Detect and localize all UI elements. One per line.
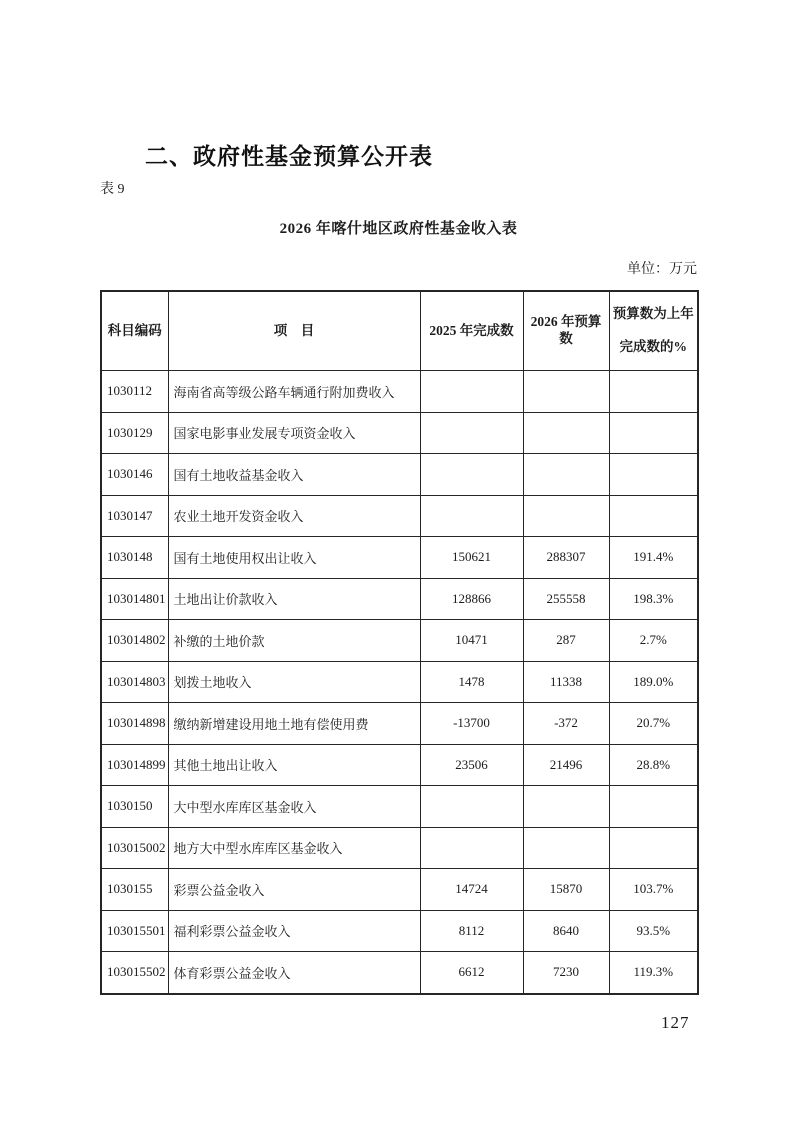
subject-code-cell: 103014898	[101, 703, 168, 745]
ratio-cell	[609, 412, 698, 454]
budget-2026-cell	[523, 412, 609, 454]
table-row	[101, 952, 698, 994]
budget-2026-cell: -372	[523, 703, 609, 745]
item-cell: 国有土地收益基金收入	[168, 454, 420, 496]
table-header-row	[101, 291, 698, 371]
table-row	[101, 537, 698, 579]
budget-2026-cell	[523, 371, 609, 413]
item-cell: 农业土地开发资金收入	[168, 495, 420, 537]
col-header-label: 科目编码	[107, 322, 162, 338]
budget-2026-cell	[523, 827, 609, 869]
ratio-cell	[609, 827, 698, 869]
ratio-cell: 191.4%	[609, 537, 698, 579]
unit-note: 单位：万元	[627, 262, 697, 277]
table-body	[101, 371, 698, 994]
col-header-label: 项 目	[273, 322, 315, 338]
ratio-cell: 2.7%	[609, 620, 698, 662]
table-number-label: 表 9	[100, 182, 125, 197]
budget-2026-cell: 287	[523, 620, 609, 662]
ratio-cell: 189.0%	[609, 661, 698, 703]
table-row	[101, 620, 698, 662]
budget-revenue-table	[100, 290, 699, 995]
ratio-cell: 103.7%	[609, 869, 698, 911]
table-row	[101, 495, 698, 537]
subject-code-cell: 103014899	[101, 744, 168, 786]
item-cell: 缴纳新增建设用地土地有偿使用费	[168, 703, 420, 745]
item-cell: 土地出让价款收入	[168, 578, 420, 620]
subject-code-cell: 1030147	[101, 495, 168, 537]
col-header-subject-code	[101, 291, 168, 371]
table-row	[101, 371, 698, 413]
table-row	[101, 910, 698, 952]
table-row	[101, 412, 698, 454]
subject-code-cell: 103014803	[101, 661, 168, 703]
completed-2025-cell: 150621	[420, 537, 523, 579]
completed-2025-cell: 23506	[420, 744, 523, 786]
ratio-cell: 198.3%	[609, 578, 698, 620]
completed-2025-cell: 10471	[420, 620, 523, 662]
item-cell: 大中型水库库区基金收入	[168, 786, 420, 828]
col-header-ratio	[609, 291, 698, 371]
completed-2025-cell: 8112	[420, 910, 523, 952]
item-cell: 国家电影事业发展专项资金收入	[168, 412, 420, 454]
item-cell: 补缴的土地价款	[168, 620, 420, 662]
completed-2025-cell	[420, 495, 523, 537]
table-row	[101, 703, 698, 745]
ratio-cell: 119.3%	[609, 952, 698, 994]
col-header-label: 2025 年完成数	[429, 322, 514, 338]
ratio-cell: 28.8%	[609, 744, 698, 786]
subject-code-cell: 1030146	[101, 454, 168, 496]
completed-2025-cell	[420, 371, 523, 413]
col-header-item	[168, 291, 420, 371]
completed-2025-cell	[420, 454, 523, 496]
table-row	[101, 744, 698, 786]
item-cell: 彩票公益金收入	[168, 869, 420, 911]
ratio-cell: 20.7%	[609, 703, 698, 745]
item-cell: 国有土地使用权出让收入	[168, 537, 420, 579]
subject-code-cell: 1030150	[101, 786, 168, 828]
subject-code-cell: 103014802	[101, 620, 168, 662]
completed-2025-cell	[420, 786, 523, 828]
col-header-label: 完成数的%	[619, 339, 687, 354]
completed-2025-cell	[420, 827, 523, 869]
subject-code-cell: 103015501	[101, 910, 168, 952]
table-row	[101, 869, 698, 911]
completed-2025-cell	[420, 412, 523, 454]
budget-2026-cell: 15870	[523, 869, 609, 911]
budget-2026-cell: 21496	[523, 744, 609, 786]
ratio-cell	[609, 454, 698, 496]
table-row	[101, 827, 698, 869]
ratio-cell	[609, 371, 698, 413]
subject-code-cell: 1030129	[101, 412, 168, 454]
budget-2026-cell: 288307	[523, 537, 609, 579]
subject-code-cell: 103015002	[101, 827, 168, 869]
budget-2026-cell	[523, 454, 609, 496]
table-title: 2026 年喀什地区政府性基金收入表	[279, 221, 518, 237]
table-row	[101, 578, 698, 620]
item-cell: 体育彩票公益金收入	[168, 952, 420, 994]
budget-2026-cell: 255558	[523, 578, 609, 620]
completed-2025-cell: -13700	[420, 703, 523, 745]
table-row	[101, 661, 698, 703]
item-cell: 海南省高等级公路车辆通行附加费收入	[168, 371, 420, 413]
col-header-budget-2026	[523, 291, 609, 371]
budget-2026-cell: 8640	[523, 910, 609, 952]
budget-2026-cell: 7230	[523, 952, 609, 994]
subject-code-cell: 103015502	[101, 952, 168, 994]
item-cell: 福利彩票公益金收入	[168, 910, 420, 952]
budget-2026-cell: 11338	[523, 661, 609, 703]
completed-2025-cell: 14724	[420, 869, 523, 911]
subject-code-cell: 1030112	[101, 371, 168, 413]
ratio-cell	[609, 786, 698, 828]
completed-2025-cell: 6612	[420, 952, 523, 994]
page-number: 127	[661, 1013, 690, 1032]
table-row	[101, 786, 698, 828]
col-header-label: 预算数为上年	[612, 306, 694, 322]
ratio-cell	[609, 495, 698, 537]
subject-code-cell: 103014801	[101, 578, 168, 620]
subject-code-cell: 1030148	[101, 537, 168, 579]
section-heading: 二、政府性基金预算公开表	[145, 144, 433, 169]
item-cell: 划拨土地收入	[168, 661, 420, 703]
col-header-label: 2026 年预算数	[530, 314, 602, 346]
subject-code-cell: 1030155	[101, 869, 168, 911]
completed-2025-cell: 1478	[420, 661, 523, 703]
table-row	[101, 454, 698, 496]
budget-2026-cell	[523, 495, 609, 537]
item-cell: 其他土地出让收入	[168, 744, 420, 786]
ratio-cell: 93.5%	[609, 910, 698, 952]
budget-2026-cell	[523, 786, 609, 828]
completed-2025-cell: 128866	[420, 578, 523, 620]
item-cell: 地方大中型水库库区基金收入	[168, 827, 420, 869]
col-header-completed-2025	[420, 291, 523, 371]
